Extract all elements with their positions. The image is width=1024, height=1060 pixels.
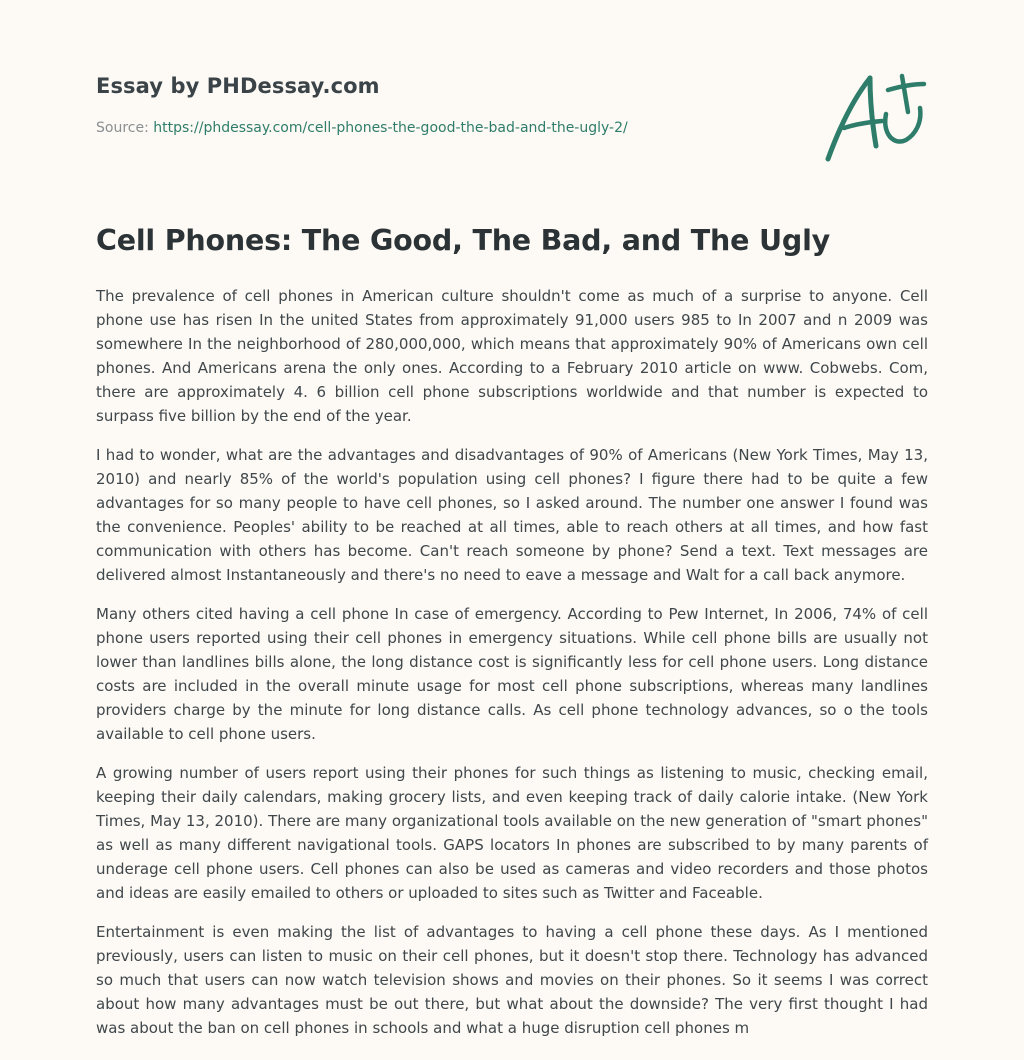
a-plus-grade-icon [818, 64, 930, 168]
essay-title: Cell Phones: The Good, The Bad, and The Ugly [96, 224, 831, 257]
essay-body [96, 284, 928, 1055]
essay-paragraph: I had to wonder, what are the advantages and disadvantages of 90% of Americans (New York Times, May 13, 2010) and nearly 85% of the world's population using cell phones? I figure there had to be quite a few advantages for so many people to have cell phones, so I asked around. The number one answer I found was the convenience. Peoples' ability to be reached at all times, able to reach others at all times, and how fast communication with others has become. Can't reach someone by phone? Send a text. Text messages are delivered almost Instantaneously and there's no need to eave a message and Walt for a call back anymore. [96, 446, 928, 584]
source-link[interactable]: https://phdessay.com/cell-phones-the-good-the-bad-and-the-ugly-2/ [153, 120, 628, 136]
site-brand: Essay by PHDessay.com [96, 74, 380, 98]
essay-paragraph: A growing number of users report using their phones for such things as listening to music, checking email, keeping their daily calendars, making grocery lists, and even keeping track of daily calorie intake. (New York Times, May 13, 2010). There are many organizational tools available on the new generation of "smart phones" as well as many different navigational tools. GAPS locators In phones are subscribed to by many parents of underage cell phone users. Cell phones can also be used as cameras and video recorders and those photos and ideas are easily emailed to others or uploaded to sites such as Twitter and Faceable. [96, 764, 928, 902]
essay-paragraph: Many others cited having a cell phone In case of emergency. According to Pew Internet, In 2006, 74% of cell phone users reported using their cell phones in emergency situations. While cell phone bills are usually not lower than landlines bills alone, the long distance cost is significantly less for cell phone users. Long distance costs are included in the overall minute usage for most cell phone subscriptions, whereas many landlines providers charge by the minute for long distance calls. As cell phone technology advances, so o the tools available to cell phone users. [96, 605, 928, 743]
page-header [96, 74, 796, 136]
source-label: Source: [96, 120, 149, 136]
source-line [96, 120, 796, 136]
essay-paragraph: Entertainment is even making the list of advantages to having a cell phone these days. As I mentioned previously, users can listen to music on their cell phones, but it doesn't stop there. Technology has advanced so much that users can now watch television shows and movies on their phones. So it seems I was correct about how many advantages must be out there, but what about the downside? The very first thought I had was about the ban on cell phones in schools and what a huge disruption cell phones m [96, 923, 928, 1037]
essay-paragraph: The prevalence of cell phones in American culture shouldn't come as much of a surprise to anyone. Cell phone use has risen In the united States from approximately 91,000 users 985 to In 2007 and n 2009 was somewhere In the neighborhood of 280,000,000, which means that approximately 90% of Americans own cell phones. And Americans arena the only ones. According to a February 2010 article on www. Cobwebs. Com, there are approximately 4. 6 billion cell phone subscriptions worldwide and that number is expected to surpass five billion by the end of the year. [96, 287, 928, 425]
